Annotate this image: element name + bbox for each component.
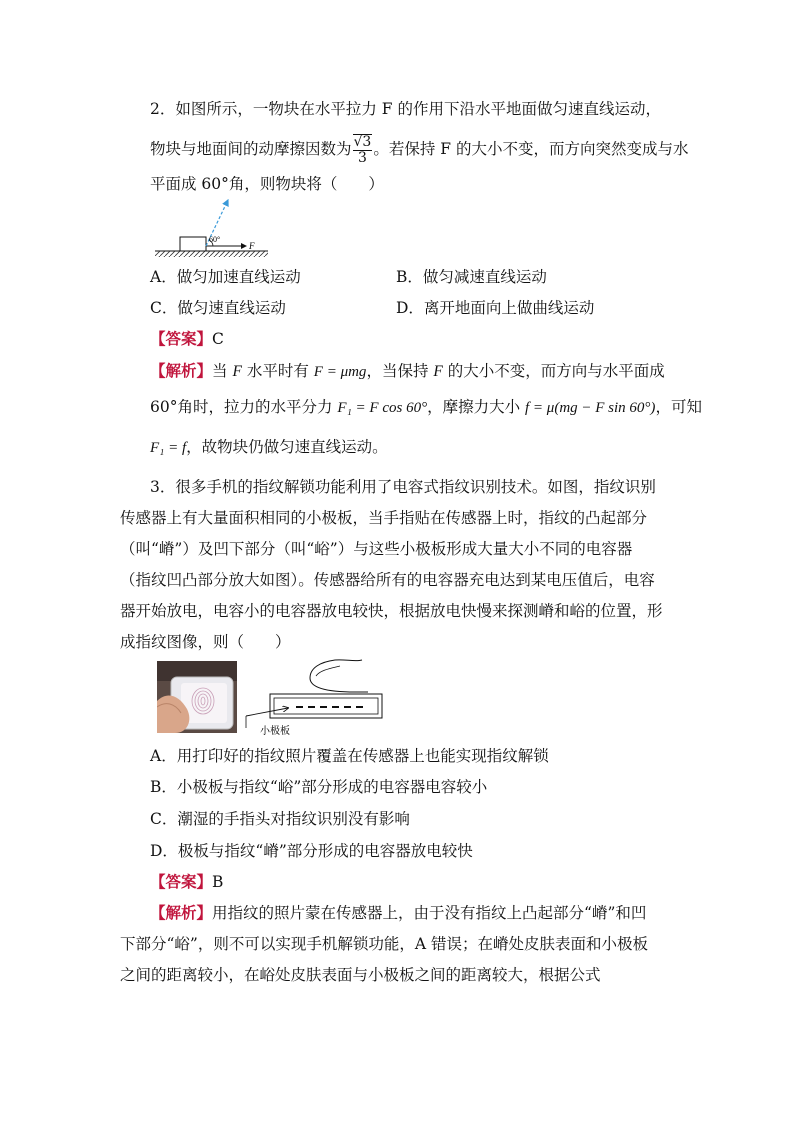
q3-analysis-text: 用指纹的照片蒙在传感器上，由于没有指纹上凸起部分“嵴”和凹: [212, 904, 647, 922]
q2-option-a: A．做匀加速直线运动: [150, 268, 301, 286]
q3-answer-tag: 【答案】: [150, 872, 213, 891]
q3-analysis-tag: 【解析】: [150, 903, 213, 922]
q2-analysis-text: 水平时有: [241, 362, 314, 380]
q3-analysis-line-2: 下部分“峪”，则不可以实现手机解锁功能，A 错误；在嵴处皮肤表面和小极板: [120, 935, 648, 953]
q3-line-4: （指纹凹凸部分放大如图）。传感器给所有的电容器充电达到某电压值后，电容: [120, 571, 655, 589]
friction-equation: F = μmg: [313, 364, 367, 380]
fingertip-curve: [316, 666, 340, 676]
q3-line-5: 器开始放电，电容小的电容器放电较快，根据放电快慢来探测嵴和峪的位置，形: [120, 602, 663, 620]
angle-label: 60°: [209, 235, 221, 244]
small-plate-label: 小极板: [260, 726, 290, 737]
q3-line-6: 成指纹图像，则（ ）: [120, 633, 291, 651]
q2-analysis-symbol: F: [433, 363, 443, 380]
q2-option-b: B．做匀减速直线运动: [396, 268, 547, 286]
q2-line-3: 平面成 60°角，则物块将（ ）: [150, 175, 384, 193]
q2-analysis-text: 当: [212, 362, 233, 380]
friction-coefficient-fraction: [353, 134, 373, 166]
q2-line-2: [150, 129, 688, 169]
horizontal-component-equation: F₁ = F cos 60°: [337, 400, 428, 416]
block: [180, 237, 206, 251]
q3-option-b: B．小极板与指纹“峪”部分形成的电容器电容较小: [150, 778, 488, 796]
q2-analysis-text: ，当保持: [366, 362, 434, 380]
q2-answer: [150, 328, 224, 350]
q3-option-d: D．极板与指纹“嵴”部分形成的电容器放电较快: [150, 842, 473, 860]
finger-sensor-diagram: [240, 656, 390, 738]
friction-force-equation: f = μ(mg − F sin 60°): [525, 400, 656, 416]
q2-analysis-text: ，故物块仍做匀速直线运动。: [186, 438, 388, 456]
force-label: F: [249, 241, 255, 251]
fraction-denominator: 3: [357, 150, 367, 166]
q2-line-2-post: 。若保持 F 的大小不变，而方向突然变成与水: [373, 140, 689, 158]
phone-fingerprint-photo: [157, 661, 237, 733]
q2-line-2-pre: 物块与地面间的动摩擦因数为: [150, 140, 352, 158]
balance-equation: F₁ = f: [150, 440, 187, 456]
q2-analysis-symbol: F: [232, 363, 242, 380]
q3-option-c: C．潮湿的手指头对指纹识别没有影响: [150, 810, 410, 828]
q2-analysis-text: ，可知: [655, 398, 702, 416]
q2-analysis-tag: 【解析】: [150, 361, 213, 380]
q2-analysis-line-1: [150, 360, 665, 383]
q2-answer-tag: 【答案】: [150, 329, 213, 348]
q2-analysis-line-3: [150, 436, 388, 459]
q2-line-1: 2．如图所示，一物块在水平拉力 F 的作用下沿水平地面做匀速直线运动，: [150, 100, 661, 118]
block-force-diagram: [150, 196, 270, 266]
q3-line-2: 传感器上有大量面积相同的小极板，当手指贴在传感器上时，指纹的凸起部分: [120, 509, 648, 527]
finger-outline: [310, 660, 368, 692]
q3-answer-value: B: [212, 873, 224, 891]
q3-analysis-line-1: [150, 902, 646, 924]
q3-line-3: （叫“嵴”）及凹下部分（叫“峪”）与这些小极板形成大量大小不同的电容器: [120, 540, 633, 558]
q2-analysis-line-2: [150, 396, 702, 419]
q3-option-a: A．用打印好的指纹照片覆盖在传感器上也能实现指纹解锁: [150, 747, 549, 765]
q2-analysis-text: ，摩擦力大小: [427, 398, 525, 416]
ground-hatch: [155, 251, 268, 257]
q2-analysis-text: 60°角时，拉力的水平分力: [150, 398, 338, 416]
q3-answer: [150, 871, 223, 893]
q3-line-1: 3．很多手机的指纹解锁功能利用了电容式指纹识别技术。如图，指纹识别: [150, 478, 656, 496]
fraction-numerator: √3: [353, 134, 372, 150]
q2-option-d: D．离开地面向上做曲线运动: [396, 299, 595, 317]
q3-analysis-line-3: 之间的距离较小，在峪处皮肤表面与小极板之间的距离较大，根据公式: [120, 966, 601, 984]
q2-option-c: C．做匀速直线运动: [150, 299, 286, 317]
q2-answer-value: C: [212, 330, 224, 348]
q2-analysis-text: 的大小不变，而方向与水平面成: [442, 362, 665, 380]
